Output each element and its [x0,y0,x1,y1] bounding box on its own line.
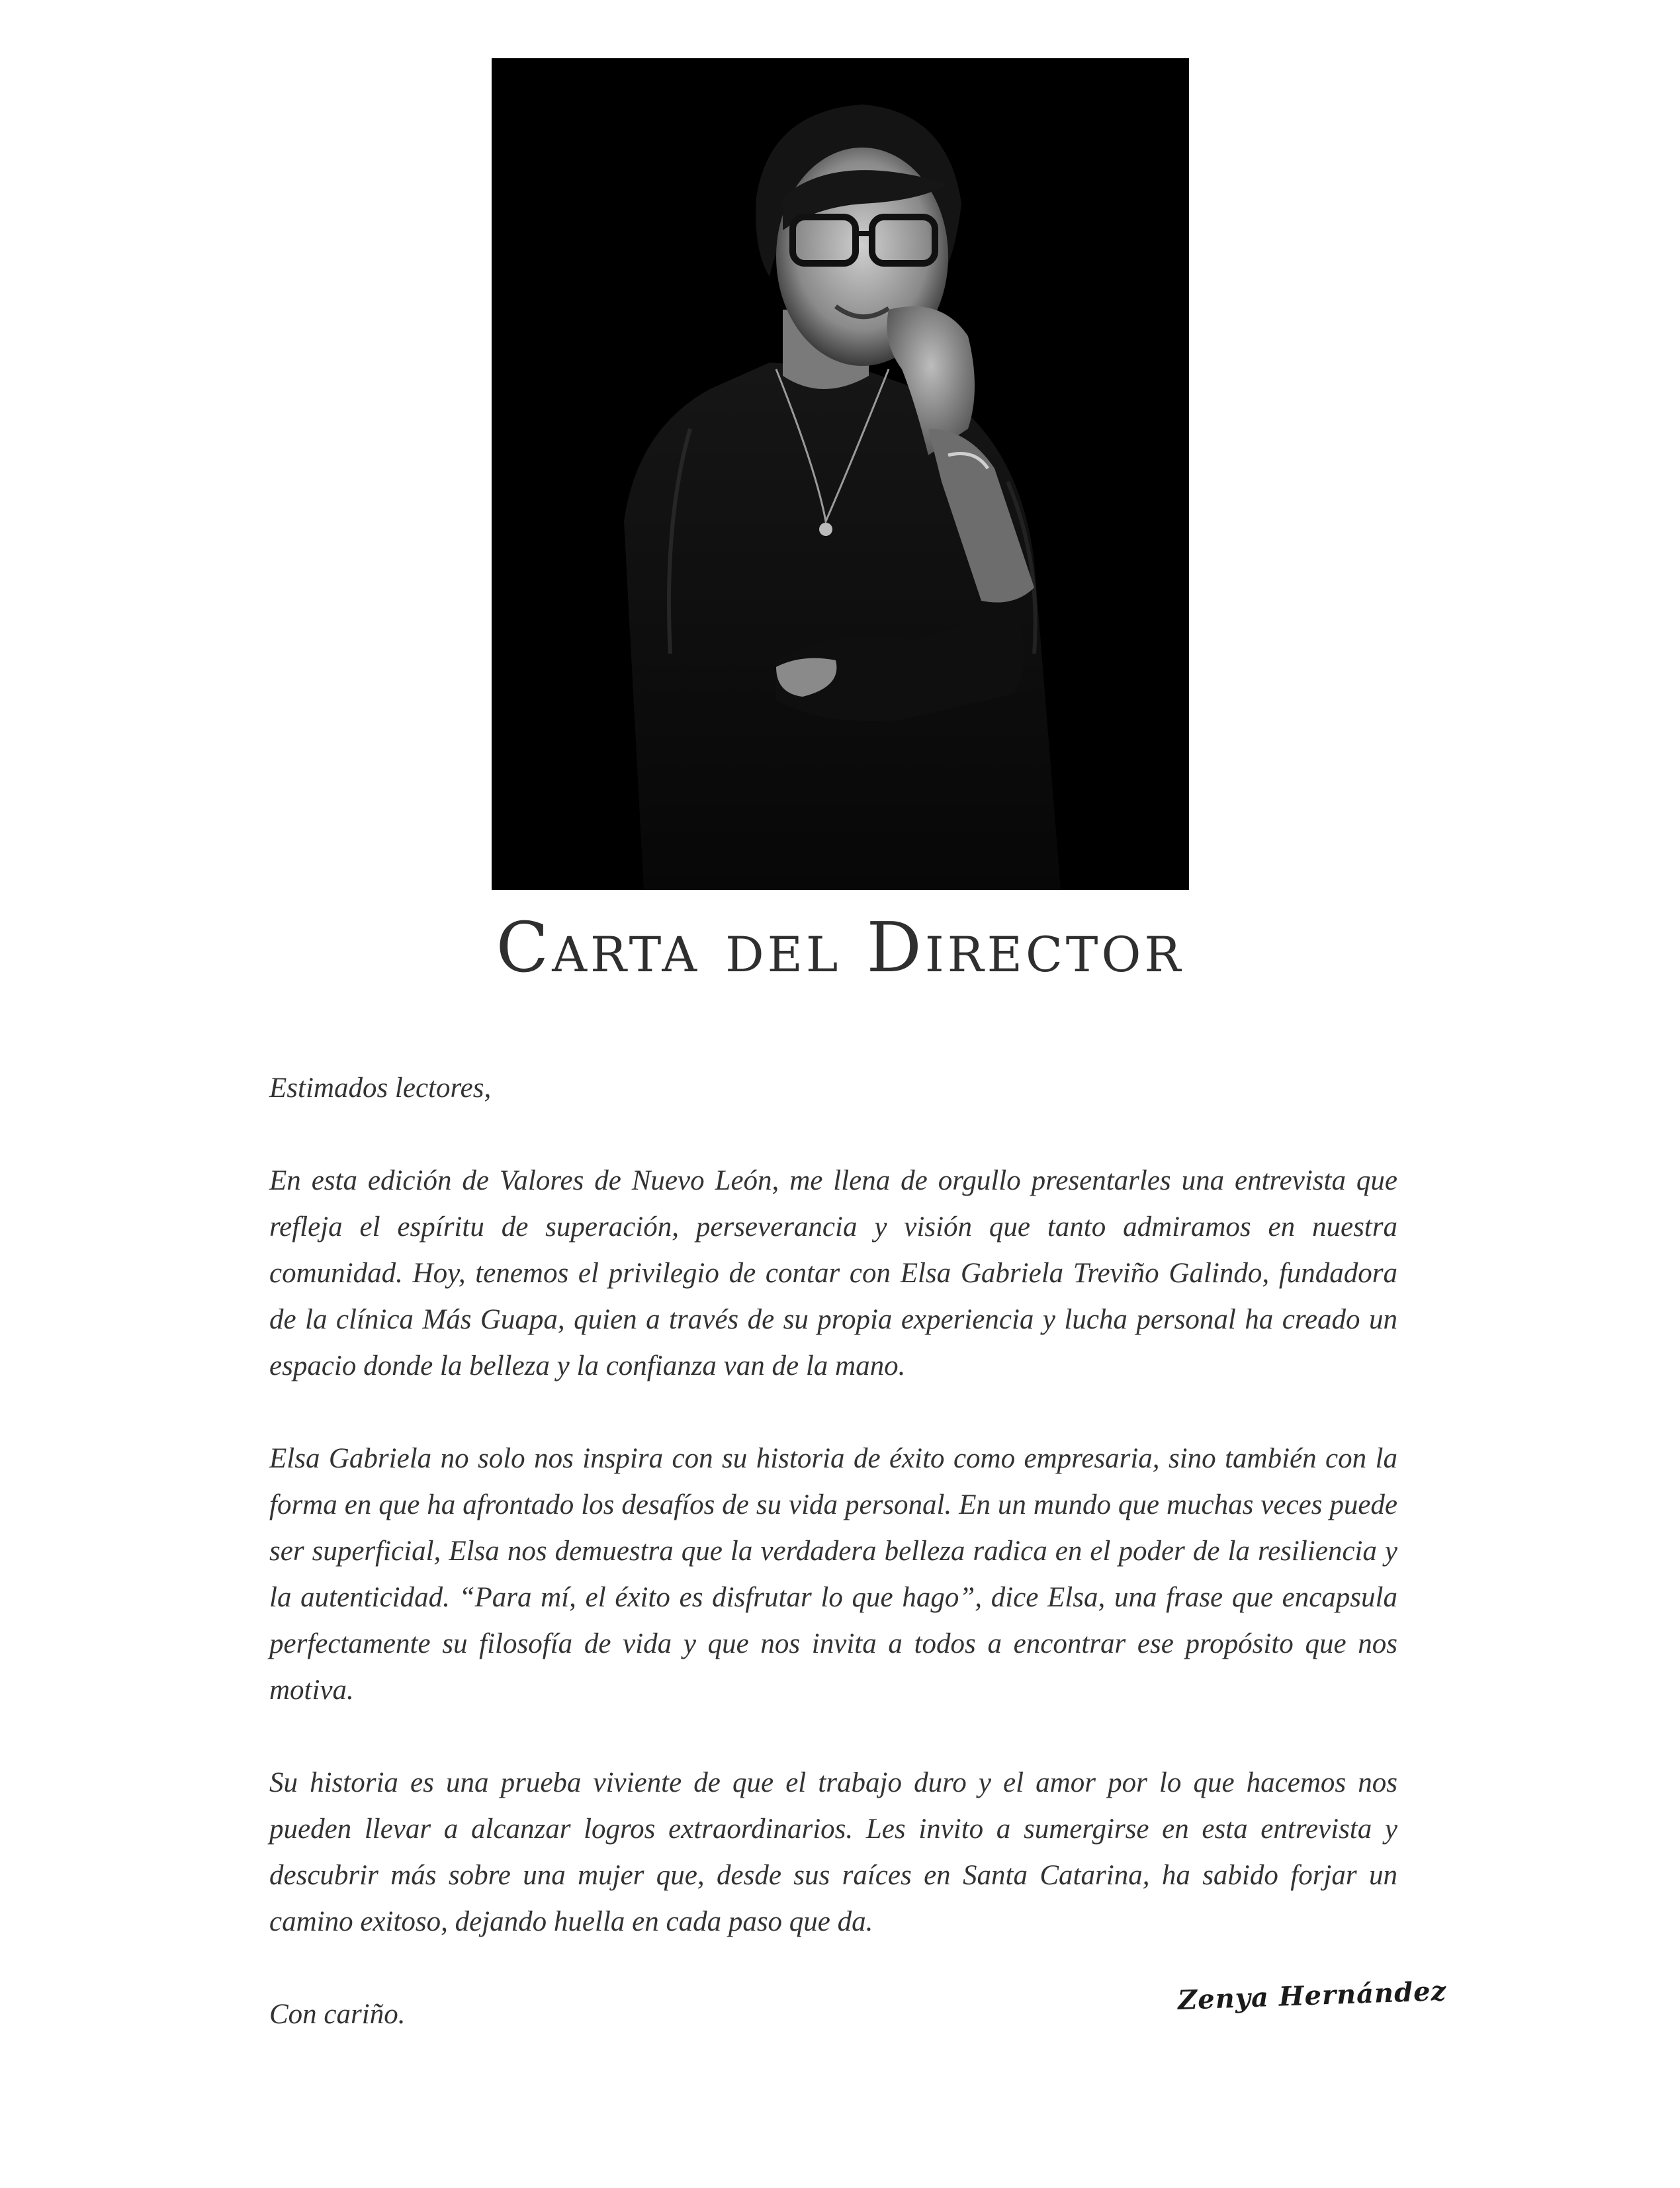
portrait-photo [492,58,1189,890]
letter-body [269,1065,1397,2038]
portrait-icon [492,58,1189,890]
paragraph-1: En esta edición de Valores de Nuevo León, me llena de orgullo presentarles una entrevista que refleja el espíritu de superación, perseverancia y visión que tanto admiramos en nuestra comunidad. Hoy, tenemos el privilegio de contar con Elsa Gabriela Treviño Galindo, fundadora de la clínica Más Guapa, quien a través de su propia experiencia y lucha personal ha creado un espacio donde la belleza y la confianza van de la mano. [269,1165,1397,1381]
signature: Zenya Hernández [1177,1975,1447,2016]
page-title: Carta del Director [496,907,1184,988]
salutation: Estimados lectores, [269,1072,492,1104]
paragraph-2: Elsa Gabriela no solo nos inspira con su historia de éxito como empresaria, sino también con la forma en que ha afrontado los desafíos de su vida personal. En un mundo que muchas veces puede ser superficial, Elsa nos demuestra que la verdadera belleza radica en el poder de la resiliencia y la autenticidad. “Para mí, el éxito es disfrutar lo que hago”, dice Elsa, una frase que encapsula perfectamente su filosofía de vida y que nos invita a todos a encontrar ese propósito que nos motiva. [269,1443,1397,1706]
closing: Con cariño. [269,1999,406,2030]
paragraph-3: Su historia es una prueba viviente de que el trabajo duro y el amor por lo que hacemos nos pueden llevar a alcanzar logros extraordinarios. Les invito a sumergirse en esta entrevista y descubrir más sobre una mujer que, desde sus raíces en Santa Catarina, ha sabido forjar un camino exitoso, dejando huella en cada paso que da. [269,1767,1397,1937]
